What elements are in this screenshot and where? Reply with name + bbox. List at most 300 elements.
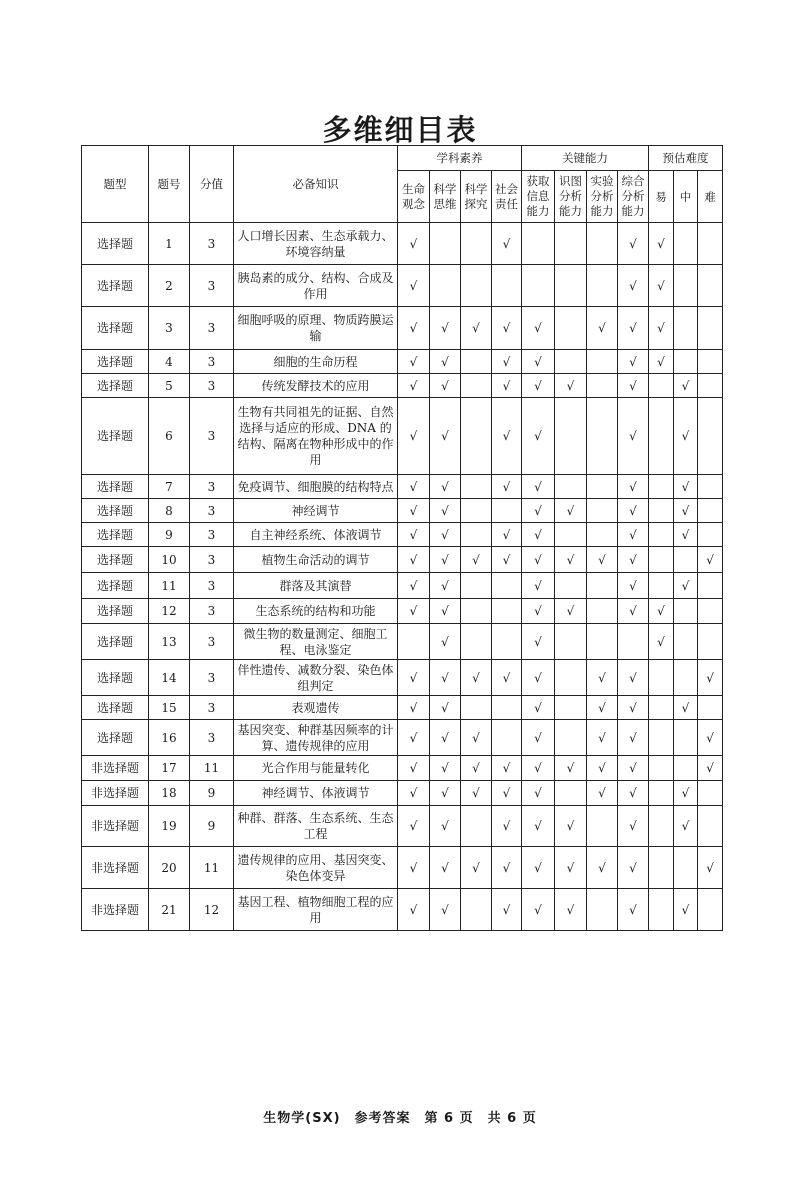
cell-ability-2-empty bbox=[555, 223, 587, 265]
cell-difficulty-2-check-mark: √ bbox=[674, 398, 698, 475]
header-ability-2: 识图分析能力 bbox=[555, 171, 587, 223]
cell-difficulty-2-check-mark: √ bbox=[674, 499, 698, 523]
cell-knowledge: 神经调节、体液调节 bbox=[234, 781, 398, 806]
cell-literacy-4-empty bbox=[492, 499, 522, 523]
cell-difficulty-3-empty bbox=[698, 781, 723, 806]
table-row bbox=[82, 889, 723, 931]
cell-literacy-3-empty bbox=[461, 499, 492, 523]
cell-number: 8 bbox=[149, 499, 190, 523]
cell-difficulty-1-empty bbox=[649, 806, 674, 847]
cell-difficulty-1-check-mark: √ bbox=[649, 350, 674, 374]
cell-score: 12 bbox=[190, 889, 234, 931]
cell-ability-2-check-mark: √ bbox=[555, 889, 587, 931]
cell-literacy-2-check-mark: √ bbox=[430, 547, 461, 573]
cell-literacy-4-empty bbox=[492, 624, 522, 660]
cell-number: 2 bbox=[149, 265, 190, 307]
cell-ability-2-check-mark: √ bbox=[555, 847, 587, 889]
cell-ability-2-empty bbox=[555, 307, 587, 350]
table-row bbox=[82, 223, 723, 265]
cell-difficulty-2-empty bbox=[674, 265, 698, 307]
cell-literacy-4-check-mark: √ bbox=[492, 475, 522, 499]
table-row bbox=[82, 307, 723, 350]
cell-difficulty-2-empty bbox=[674, 624, 698, 660]
cell-difficulty-1-empty bbox=[649, 475, 674, 499]
cell-ability-1-check-mark: √ bbox=[522, 374, 555, 398]
cell-literacy-1-check-mark: √ bbox=[398, 547, 430, 573]
cell-type: 选择题 bbox=[82, 223, 149, 265]
cell-difficulty-2-check-mark: √ bbox=[674, 573, 698, 599]
cell-literacy-1-check-mark: √ bbox=[398, 660, 430, 696]
table-row bbox=[82, 806, 723, 847]
cell-literacy-4-empty bbox=[492, 720, 522, 756]
cell-number: 13 bbox=[149, 624, 190, 660]
table-row bbox=[82, 696, 723, 720]
cell-difficulty-3-empty bbox=[698, 499, 723, 523]
cell-ability-2-empty bbox=[555, 624, 587, 660]
table-row bbox=[82, 547, 723, 573]
cell-literacy-3-empty bbox=[461, 573, 492, 599]
cell-literacy-2-empty bbox=[430, 223, 461, 265]
cell-ability-3-empty bbox=[587, 499, 618, 523]
cell-score: 9 bbox=[190, 781, 234, 806]
cell-ability-3-empty bbox=[587, 265, 618, 307]
header-ability-3: 实验分析能力 bbox=[587, 171, 618, 223]
cell-literacy-1-check-mark: √ bbox=[398, 756, 430, 781]
cell-literacy-3-check-mark: √ bbox=[461, 660, 492, 696]
cell-ability-4-check-mark: √ bbox=[618, 398, 649, 475]
cell-ability-1-check-mark: √ bbox=[522, 307, 555, 350]
cell-number: 7 bbox=[149, 475, 190, 499]
cell-ability-2-empty bbox=[555, 398, 587, 475]
cell-literacy-2-check-mark: √ bbox=[430, 523, 461, 547]
table-row bbox=[82, 398, 723, 475]
cell-literacy-3-empty bbox=[461, 374, 492, 398]
cell-ability-1-check-mark: √ bbox=[522, 573, 555, 599]
cell-literacy-4-check-mark: √ bbox=[492, 660, 522, 696]
cell-ability-3-empty bbox=[587, 523, 618, 547]
table-row bbox=[82, 847, 723, 889]
cell-literacy-4-empty bbox=[492, 696, 522, 720]
cell-score: 11 bbox=[190, 756, 234, 781]
cell-difficulty-3-empty bbox=[698, 806, 723, 847]
cell-ability-1-check-mark: √ bbox=[522, 499, 555, 523]
cell-type: 选择题 bbox=[82, 720, 149, 756]
cell-score: 3 bbox=[190, 599, 234, 624]
cell-difficulty-1-empty bbox=[649, 660, 674, 696]
cell-number: 12 bbox=[149, 599, 190, 624]
cell-knowledge: 基因工程、植物细胞工程的应用 bbox=[234, 889, 398, 931]
table-body bbox=[82, 223, 723, 931]
cell-difficulty-1-check-mark: √ bbox=[649, 624, 674, 660]
cell-score: 3 bbox=[190, 374, 234, 398]
cell-ability-4-check-mark: √ bbox=[618, 781, 649, 806]
cell-knowledge: 传统发酵技术的应用 bbox=[234, 374, 398, 398]
cell-literacy-1-check-mark: √ bbox=[398, 374, 430, 398]
cell-ability-3-empty bbox=[587, 624, 618, 660]
cell-literacy-3-check-mark: √ bbox=[461, 781, 492, 806]
cell-knowledge: 基因突变、种群基因频率的计算、遗传规律的应用 bbox=[234, 720, 398, 756]
cell-number: 9 bbox=[149, 523, 190, 547]
table-row bbox=[82, 624, 723, 660]
table-row bbox=[82, 720, 723, 756]
cell-ability-3-empty bbox=[587, 223, 618, 265]
cell-type: 选择题 bbox=[82, 573, 149, 599]
cell-knowledge: 自主神经系统、体液调节 bbox=[234, 523, 398, 547]
cell-difficulty-1-empty bbox=[649, 720, 674, 756]
cell-ability-4-check-mark: √ bbox=[618, 547, 649, 573]
cell-difficulty-3-empty bbox=[698, 889, 723, 931]
cell-ability-2-empty bbox=[555, 573, 587, 599]
cell-literacy-4-empty bbox=[492, 599, 522, 624]
cell-difficulty-1-empty bbox=[649, 374, 674, 398]
cell-score: 3 bbox=[190, 499, 234, 523]
cell-type: 选择题 bbox=[82, 599, 149, 624]
cell-literacy-1-check-mark: √ bbox=[398, 398, 430, 475]
cell-ability-2-check-mark: √ bbox=[555, 806, 587, 847]
cell-ability-3-check-mark: √ bbox=[587, 547, 618, 573]
cell-literacy-4-check-mark: √ bbox=[492, 547, 522, 573]
cell-difficulty-2-empty bbox=[674, 756, 698, 781]
cell-literacy-2-check-mark: √ bbox=[430, 889, 461, 931]
cell-ability-1-check-mark: √ bbox=[522, 720, 555, 756]
header-number: 题号 bbox=[149, 146, 190, 223]
cell-literacy-4-check-mark: √ bbox=[492, 756, 522, 781]
cell-ability-2-empty bbox=[555, 696, 587, 720]
header-ability-group: 关键能力 bbox=[522, 146, 649, 171]
cell-difficulty-2-empty bbox=[674, 350, 698, 374]
cell-ability-4-check-mark: √ bbox=[618, 223, 649, 265]
cell-score: 3 bbox=[190, 547, 234, 573]
cell-ability-2-empty bbox=[555, 350, 587, 374]
cell-ability-4-check-mark: √ bbox=[618, 847, 649, 889]
cell-knowledge: 人口增长因素、生态承载力、环境容纳量 bbox=[234, 223, 398, 265]
cell-knowledge: 生物有共同祖先的证据、自然选择与适应的形成、DNA 的结构、隔离在物种形成中的作用 bbox=[234, 398, 398, 475]
cell-difficulty-1-check-mark: √ bbox=[649, 265, 674, 307]
table-row bbox=[82, 660, 723, 696]
cell-difficulty-3-check-mark: √ bbox=[698, 660, 723, 696]
header-literacy-3: 科学探究 bbox=[461, 171, 492, 223]
cell-knowledge: 伴性遗传、减数分裂、染色体组判定 bbox=[234, 660, 398, 696]
cell-ability-3-check-mark: √ bbox=[587, 307, 618, 350]
cell-literacy-2-check-mark: √ bbox=[430, 374, 461, 398]
cell-number: 5 bbox=[149, 374, 190, 398]
cell-ability-4-check-mark: √ bbox=[618, 374, 649, 398]
cell-difficulty-1-check-mark: √ bbox=[649, 599, 674, 624]
cell-literacy-2-check-mark: √ bbox=[430, 756, 461, 781]
cell-difficulty-1-empty bbox=[649, 781, 674, 806]
cell-type: 选择题 bbox=[82, 624, 149, 660]
cell-ability-4-check-mark: √ bbox=[618, 523, 649, 547]
cell-ability-3-empty bbox=[587, 475, 618, 499]
cell-literacy-1-check-mark: √ bbox=[398, 847, 430, 889]
cell-literacy-2-check-mark: √ bbox=[430, 350, 461, 374]
cell-ability-3-check-mark: √ bbox=[587, 781, 618, 806]
cell-ability-1-check-mark: √ bbox=[522, 547, 555, 573]
cell-difficulty-1-empty bbox=[649, 573, 674, 599]
cell-type: 选择题 bbox=[82, 547, 149, 573]
header-literacy-2: 科学思维 bbox=[430, 171, 461, 223]
cell-literacy-1-check-mark: √ bbox=[398, 781, 430, 806]
cell-number: 3 bbox=[149, 307, 190, 350]
cell-score: 3 bbox=[190, 307, 234, 350]
cell-type: 非选择题 bbox=[82, 889, 149, 931]
cell-literacy-3-check-mark: √ bbox=[461, 847, 492, 889]
cell-knowledge: 群落及其演替 bbox=[234, 573, 398, 599]
table-row bbox=[82, 374, 723, 398]
cell-literacy-1-check-mark: √ bbox=[398, 475, 430, 499]
cell-ability-2-empty bbox=[555, 781, 587, 806]
page-footer: 生物学(SX) 参考答案 第 6 页 共 6 页 bbox=[263, 1111, 537, 1126]
cell-literacy-1-check-mark: √ bbox=[398, 265, 430, 307]
table-row bbox=[82, 350, 723, 374]
cell-difficulty-2-empty bbox=[674, 223, 698, 265]
cell-ability-2-empty bbox=[555, 720, 587, 756]
cell-difficulty-1-empty bbox=[649, 756, 674, 781]
cell-literacy-2-check-mark: √ bbox=[430, 599, 461, 624]
cell-literacy-4-check-mark: √ bbox=[492, 374, 522, 398]
cell-literacy-4-check-mark: √ bbox=[492, 806, 522, 847]
cell-number: 6 bbox=[149, 398, 190, 475]
cell-ability-4-check-mark: √ bbox=[618, 806, 649, 847]
cell-ability-3-check-mark: √ bbox=[587, 756, 618, 781]
cell-ability-2-empty bbox=[555, 475, 587, 499]
cell-type: 选择题 bbox=[82, 307, 149, 350]
cell-literacy-2-check-mark: √ bbox=[430, 806, 461, 847]
cell-ability-4-check-mark: √ bbox=[618, 265, 649, 307]
cell-score: 3 bbox=[190, 624, 234, 660]
header-literacy-1: 生命观念 bbox=[398, 171, 430, 223]
cell-score: 3 bbox=[190, 350, 234, 374]
cell-literacy-3-empty bbox=[461, 265, 492, 307]
cell-literacy-1-check-mark: √ bbox=[398, 307, 430, 350]
cell-ability-1-check-mark: √ bbox=[522, 781, 555, 806]
cell-difficulty-3-empty bbox=[698, 475, 723, 499]
cell-literacy-2-check-mark: √ bbox=[430, 781, 461, 806]
cell-number: 20 bbox=[149, 847, 190, 889]
cell-literacy-2-check-mark: √ bbox=[430, 847, 461, 889]
cell-difficulty-3-empty bbox=[698, 265, 723, 307]
cell-difficulty-3-empty bbox=[698, 398, 723, 475]
cell-type: 选择题 bbox=[82, 499, 149, 523]
cell-ability-1-check-mark: √ bbox=[522, 660, 555, 696]
cell-difficulty-3-check-mark: √ bbox=[698, 847, 723, 889]
cell-number: 15 bbox=[149, 696, 190, 720]
cell-literacy-2-empty bbox=[430, 265, 461, 307]
cell-number: 10 bbox=[149, 547, 190, 573]
cell-difficulty-2-check-mark: √ bbox=[674, 374, 698, 398]
cell-number: 19 bbox=[149, 806, 190, 847]
cell-difficulty-2-empty bbox=[674, 847, 698, 889]
cell-type: 非选择题 bbox=[82, 781, 149, 806]
cell-score: 9 bbox=[190, 806, 234, 847]
header-literacy-4: 社会责任 bbox=[492, 171, 522, 223]
cell-literacy-2-check-mark: √ bbox=[430, 696, 461, 720]
cell-type: 选择题 bbox=[82, 696, 149, 720]
cell-ability-4-check-mark: √ bbox=[618, 307, 649, 350]
cell-literacy-2-check-mark: √ bbox=[430, 624, 461, 660]
cell-literacy-4-check-mark: √ bbox=[492, 847, 522, 889]
cell-literacy-3-check-mark: √ bbox=[461, 756, 492, 781]
cell-knowledge: 表观遗传 bbox=[234, 696, 398, 720]
cell-literacy-2-check-mark: √ bbox=[430, 720, 461, 756]
cell-knowledge: 生态系统的结构和功能 bbox=[234, 599, 398, 624]
cell-ability-4-check-mark: √ bbox=[618, 889, 649, 931]
cell-type: 选择题 bbox=[82, 350, 149, 374]
cell-knowledge: 遗传规律的应用、基因突变、染色体变异 bbox=[234, 847, 398, 889]
cell-difficulty-3-check-mark: √ bbox=[698, 547, 723, 573]
header-difficulty-group: 预估难度 bbox=[649, 146, 723, 171]
header-difficulty-medium: 中 bbox=[674, 171, 698, 223]
cell-difficulty-2-empty bbox=[674, 599, 698, 624]
cell-literacy-4-check-mark: √ bbox=[492, 781, 522, 806]
cell-ability-2-check-mark: √ bbox=[555, 374, 587, 398]
cell-ability-3-check-mark: √ bbox=[587, 847, 618, 889]
cell-ability-1-empty bbox=[522, 223, 555, 265]
cell-difficulty-2-check-mark: √ bbox=[674, 889, 698, 931]
cell-ability-4-check-mark: √ bbox=[618, 475, 649, 499]
cell-number: 21 bbox=[149, 889, 190, 931]
cell-difficulty-1-check-mark: √ bbox=[649, 223, 674, 265]
cell-literacy-3-empty bbox=[461, 889, 492, 931]
cell-literacy-3-empty bbox=[461, 350, 492, 374]
cell-literacy-4-check-mark: √ bbox=[492, 398, 522, 475]
cell-difficulty-2-check-mark: √ bbox=[674, 806, 698, 847]
cell-literacy-4-check-mark: √ bbox=[492, 307, 522, 350]
cell-knowledge: 种群、群落、生态系统、生态工程 bbox=[234, 806, 398, 847]
cell-knowledge: 胰岛素的成分、结构、合成及作用 bbox=[234, 265, 398, 307]
cell-literacy-1-check-mark: √ bbox=[398, 499, 430, 523]
cell-literacy-3-empty bbox=[461, 523, 492, 547]
cell-ability-2-check-mark: √ bbox=[555, 499, 587, 523]
cell-literacy-1-check-mark: √ bbox=[398, 350, 430, 374]
cell-score: 3 bbox=[190, 696, 234, 720]
cell-number: 16 bbox=[149, 720, 190, 756]
cell-ability-2-check-mark: √ bbox=[555, 547, 587, 573]
header-ability-1: 获取信息能力 bbox=[522, 171, 555, 223]
cell-ability-4-check-mark: √ bbox=[618, 350, 649, 374]
cell-literacy-1-empty bbox=[398, 624, 430, 660]
cell-ability-1-check-mark: √ bbox=[522, 806, 555, 847]
cell-literacy-2-check-mark: √ bbox=[430, 499, 461, 523]
cell-difficulty-3-empty bbox=[698, 624, 723, 660]
cell-literacy-1-check-mark: √ bbox=[398, 806, 430, 847]
cell-difficulty-2-check-mark: √ bbox=[674, 523, 698, 547]
cell-literacy-3-check-mark: √ bbox=[461, 547, 492, 573]
cell-difficulty-1-empty bbox=[649, 889, 674, 931]
cell-number: 1 bbox=[149, 223, 190, 265]
cell-ability-2-empty bbox=[555, 660, 587, 696]
cell-literacy-4-check-mark: √ bbox=[492, 523, 522, 547]
cell-score: 3 bbox=[190, 475, 234, 499]
table-row bbox=[82, 573, 723, 599]
cell-type: 选择题 bbox=[82, 398, 149, 475]
cell-difficulty-2-empty bbox=[674, 720, 698, 756]
cell-difficulty-1-empty bbox=[649, 398, 674, 475]
cell-literacy-3-empty bbox=[461, 475, 492, 499]
table-row bbox=[82, 756, 723, 781]
header-score: 分值 bbox=[190, 146, 234, 223]
cell-ability-2-empty bbox=[555, 523, 587, 547]
cell-ability-3-empty bbox=[587, 350, 618, 374]
header-type: 题型 bbox=[82, 146, 149, 223]
cell-score: 3 bbox=[190, 660, 234, 696]
cell-difficulty-2-empty bbox=[674, 307, 698, 350]
cell-number: 17 bbox=[149, 756, 190, 781]
table-row bbox=[82, 265, 723, 307]
cell-literacy-1-check-mark: √ bbox=[398, 223, 430, 265]
cell-ability-4-check-mark: √ bbox=[618, 599, 649, 624]
cell-literacy-3-check-mark: √ bbox=[461, 720, 492, 756]
cell-ability-4-check-mark: √ bbox=[618, 696, 649, 720]
cell-ability-3-check-mark: √ bbox=[587, 660, 618, 696]
cell-literacy-3-empty bbox=[461, 398, 492, 475]
table-row bbox=[82, 523, 723, 547]
cell-literacy-4-check-mark: √ bbox=[492, 350, 522, 374]
cell-type: 非选择题 bbox=[82, 756, 149, 781]
cell-difficulty-3-empty bbox=[698, 223, 723, 265]
cell-score: 3 bbox=[190, 720, 234, 756]
cell-score: 3 bbox=[190, 573, 234, 599]
cell-literacy-2-check-mark: √ bbox=[430, 660, 461, 696]
cell-literacy-3-empty bbox=[461, 599, 492, 624]
cell-literacy-4-check-mark: √ bbox=[492, 223, 522, 265]
header-difficulty-hard: 难 bbox=[698, 171, 723, 223]
cell-type: 选择题 bbox=[82, 660, 149, 696]
table-row bbox=[82, 781, 723, 806]
cell-difficulty-3-empty bbox=[698, 573, 723, 599]
header-knowledge: 必备知识 bbox=[234, 146, 398, 223]
cell-score: 3 bbox=[190, 523, 234, 547]
cell-ability-3-check-mark: √ bbox=[587, 720, 618, 756]
cell-score: 3 bbox=[190, 223, 234, 265]
cell-literacy-1-check-mark: √ bbox=[398, 696, 430, 720]
cell-knowledge: 植物生命活动的调节 bbox=[234, 547, 398, 573]
cell-literacy-4-check-mark: √ bbox=[492, 889, 522, 931]
cell-difficulty-3-check-mark: √ bbox=[698, 720, 723, 756]
cell-ability-1-check-mark: √ bbox=[522, 475, 555, 499]
header-ability-4: 综合分析能力 bbox=[618, 171, 649, 223]
cell-difficulty-3-empty bbox=[698, 523, 723, 547]
cell-literacy-1-check-mark: √ bbox=[398, 889, 430, 931]
cell-literacy-3-empty bbox=[461, 696, 492, 720]
cell-ability-4-check-mark: √ bbox=[618, 756, 649, 781]
cell-ability-1-empty bbox=[522, 265, 555, 307]
cell-literacy-3-check-mark: √ bbox=[461, 307, 492, 350]
cell-ability-1-check-mark: √ bbox=[522, 889, 555, 931]
cell-ability-1-check-mark: √ bbox=[522, 847, 555, 889]
page-title: 多维细目表 bbox=[322, 113, 478, 147]
header-difficulty-easy: 易 bbox=[649, 171, 674, 223]
cell-number: 11 bbox=[149, 573, 190, 599]
cell-difficulty-3-empty bbox=[698, 696, 723, 720]
cell-difficulty-2-empty bbox=[674, 660, 698, 696]
cell-type: 非选择题 bbox=[82, 806, 149, 847]
cell-type: 选择题 bbox=[82, 265, 149, 307]
cell-difficulty-2-empty bbox=[674, 547, 698, 573]
cell-ability-2-empty bbox=[555, 265, 587, 307]
cell-score: 11 bbox=[190, 847, 234, 889]
cell-literacy-3-empty bbox=[461, 223, 492, 265]
cell-knowledge: 光合作用与能量转化 bbox=[234, 756, 398, 781]
cell-ability-4-check-mark: √ bbox=[618, 499, 649, 523]
cell-difficulty-3-empty bbox=[698, 374, 723, 398]
cell-literacy-1-check-mark: √ bbox=[398, 599, 430, 624]
cell-type: 选择题 bbox=[82, 523, 149, 547]
cell-ability-4-empty bbox=[618, 624, 649, 660]
cell-difficulty-1-empty bbox=[649, 499, 674, 523]
cell-literacy-2-check-mark: √ bbox=[430, 475, 461, 499]
cell-literacy-2-check-mark: √ bbox=[430, 573, 461, 599]
